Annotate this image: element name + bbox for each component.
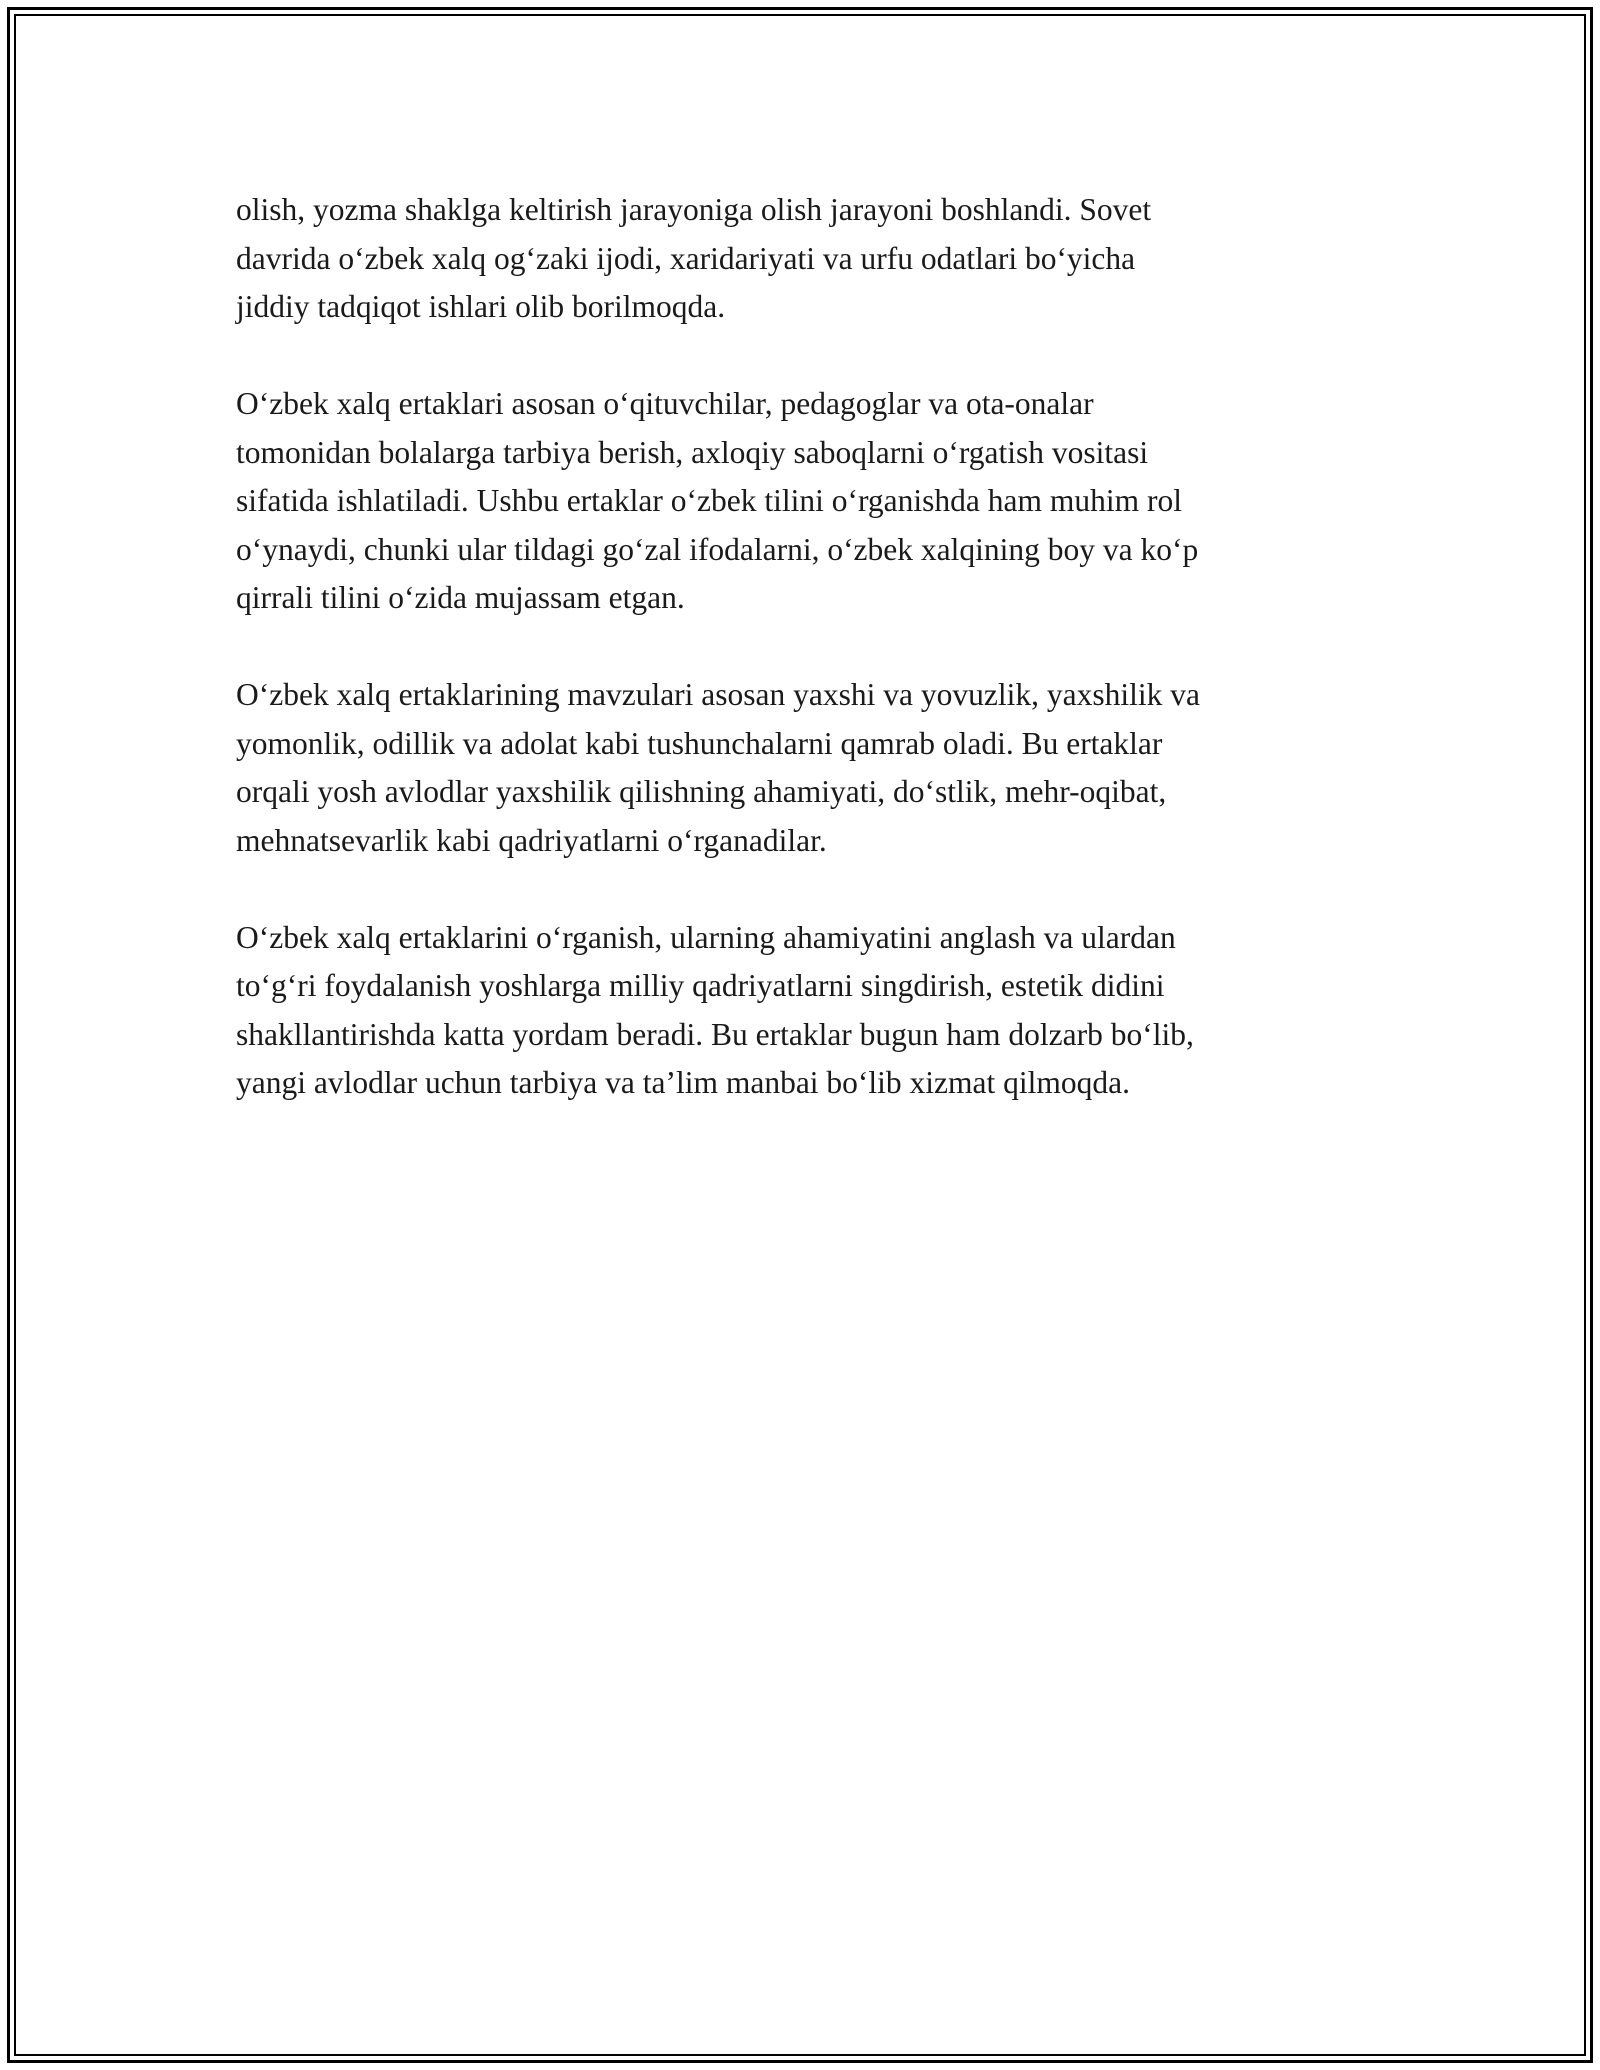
text-line: O‘zbek xalq ertaklari asosan o‘qituvchilar, pedagoglar va ota-onalar xyxy=(236,386,1094,421)
text-line: o‘ynaydi, chunki ular tildagi go‘zal ifodalarni, o‘zbek xalqining boy va ko‘p xyxy=(236,531,1199,567)
text-line: shakllantirishda katta yordam beradi. Bu ertaklar bugun ham dolzarb bo‘lib, xyxy=(236,1016,1194,1052)
text-line: to‘g‘ri foydalanish yoshlarga milliy qadriyatlarni singdirish, estetik didini xyxy=(236,968,1165,1003)
paragraph xyxy=(236,380,1376,623)
text-line: davrida o‘zbek xalq og‘zaki ijodi, xaridariyati va urfu odatlari bo‘yicha xyxy=(236,240,1136,276)
text-line: yomonlik, odillik va adolat kabi tushunchalarni qamrab oladi. Bu ertaklar xyxy=(236,725,1163,761)
text-line: O‘zbek xalq ertaklarini o‘rganish, ularning ahamiyatini anglash va ulardan xyxy=(236,919,1176,955)
text-line: tomonidan bolalarga tarbiya berish, axloqiy saboqlarni o‘rgatish vositasi xyxy=(236,434,1149,470)
text-line: O‘zbek xalq ertaklarining mavzulari asosan yaxshi va yovuzlik, yaxshilik va xyxy=(236,677,1200,712)
text-line: olish, yozma shaklga keltirish jarayoniga olish jarayoni boshlandi. Sovet xyxy=(236,192,1152,227)
text-line: jiddiy tadqiqot ishlari olib borilmoqda. xyxy=(236,289,726,324)
text-line: yangi avlodlar uchun tarbiya va ta’lim manbai bo‘lib xizmat qilmoqda. xyxy=(236,1065,1130,1100)
text-line: qirrali tilini o‘zida mujassam etgan. xyxy=(236,580,685,615)
text-line: orqali yosh avlodlar yaxshilik qilishning ahamiyati, do‘stlik, mehr-oqibat, xyxy=(236,774,1167,809)
text-line: mehnatsevarlik kabi qadriyatlarni o‘rganadilar. xyxy=(236,822,827,858)
paragraph xyxy=(236,914,1376,1108)
paragraph xyxy=(236,186,1376,332)
paragraph xyxy=(236,671,1376,865)
document-body xyxy=(236,186,1376,1156)
text-line: sifatida ishlatiladi. Ushbu ertaklar o‘zbek tilini o‘rganishda ham muhim rol xyxy=(236,483,1182,518)
